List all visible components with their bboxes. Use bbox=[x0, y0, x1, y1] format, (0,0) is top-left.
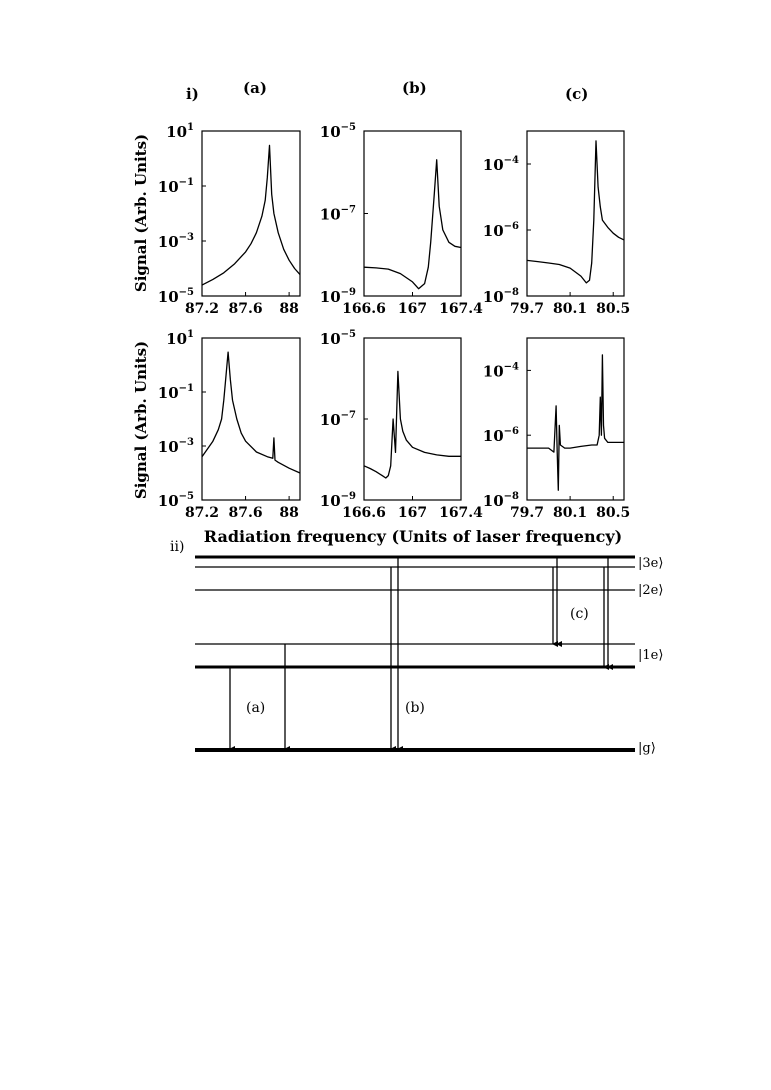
x-tick-label-b-top-0: 166.6 bbox=[342, 301, 386, 317]
y-tick-label-c-top-2: $10^{-4}$ bbox=[482, 155, 519, 174]
series-line-b-top-0 bbox=[364, 160, 461, 289]
y-tick-label-b-top-0: $10^{-9}$ bbox=[319, 287, 356, 306]
x-tick-label-c-top-0: 79.7 bbox=[509, 301, 545, 317]
panel-a-bottom bbox=[158, 329, 300, 521]
plot-frame-a-bottom bbox=[202, 338, 300, 500]
x-tick-label-b-top-1: 167 bbox=[397, 301, 428, 317]
y-tick-label-a-top-2: $10^{-1}$ bbox=[157, 177, 194, 196]
x-tick-label-a-top-1: 87.6 bbox=[228, 301, 263, 317]
y-tick-label-a-bottom-3: $10^1$ bbox=[166, 329, 194, 348]
x-tick-label-a-top-2: 88 bbox=[279, 301, 299, 317]
y-tick-label-a-bottom-1: $10^{-3}$ bbox=[157, 437, 194, 456]
transition-label-b: (b) bbox=[405, 700, 425, 716]
x-tick-label-b-top-2: 167.4 bbox=[439, 301, 483, 317]
y-axis-label-bottom: Signal (Arb. Units) bbox=[132, 340, 150, 500]
x-tick-label-c-bottom-2: 80.5 bbox=[596, 505, 631, 521]
x-tick-label-a-top-0: 87.2 bbox=[184, 301, 220, 317]
panel-a-top bbox=[158, 122, 300, 317]
panel-c-bottom bbox=[483, 338, 630, 521]
x-tick-label-b-bottom-0: 166.6 bbox=[342, 505, 386, 521]
plot-frame-a-top bbox=[202, 131, 300, 296]
level-label-g: |g⟩ bbox=[638, 741, 656, 756]
chart-panels bbox=[158, 122, 630, 521]
plot-frame-b-bottom bbox=[364, 338, 461, 500]
y-tick-label-c-bottom-2: $10^{-4}$ bbox=[482, 361, 519, 381]
transition-label-a: (a) bbox=[246, 700, 266, 716]
y-tick-label-a-bottom-0: $10^{-5}$ bbox=[157, 491, 194, 510]
x-tick-label-a-bottom-2: 88 bbox=[279, 505, 299, 521]
x-tick-label-c-top-1: 80.1 bbox=[553, 301, 588, 317]
y-tick-label-b-top-1: $10^{-7}$ bbox=[319, 204, 356, 224]
x-tick-label-b-bottom-2: 167.4 bbox=[439, 505, 483, 521]
panel-title-a: (a) bbox=[243, 79, 267, 97]
panel-c-top bbox=[483, 131, 630, 317]
series-line-a-bottom-0 bbox=[202, 352, 300, 473]
transition-label-c: (c) bbox=[570, 606, 589, 622]
y-tick-label-b-top-2: $10^{-5}$ bbox=[319, 122, 356, 141]
plot-frame-c-top bbox=[527, 131, 624, 296]
y-tick-label-a-top-1: $10^{-3}$ bbox=[157, 232, 194, 251]
y-tick-label-c-top-0: $10^{-8}$ bbox=[482, 287, 519, 306]
panel-b-top bbox=[320, 122, 483, 317]
part-i-label: i) bbox=[186, 85, 199, 103]
y-tick-label-b-bottom-1: $10^{-7}$ bbox=[319, 410, 356, 429]
x-tick-label-c-bottom-0: 79.7 bbox=[509, 505, 545, 521]
y-tick-label-c-top-1: $10^{-6}$ bbox=[482, 221, 519, 240]
y-tick-label-a-top-0: $10^{-5}$ bbox=[157, 287, 194, 306]
series-line-a-top-0 bbox=[202, 145, 300, 285]
x-tick-label-a-bottom-0: 87.2 bbox=[184, 505, 220, 521]
part-ii-label: ii) bbox=[170, 539, 185, 555]
x-tick-label-c-bottom-1: 80.1 bbox=[553, 505, 588, 521]
x-tick-label-b-bottom-1: 167 bbox=[397, 505, 428, 521]
x-tick-label-c-top-2: 80.5 bbox=[596, 301, 631, 317]
plot-frame-c-bottom bbox=[527, 338, 624, 500]
y-tick-label-c-bottom-1: $10^{-6}$ bbox=[482, 426, 519, 446]
level-label-1e: |1e⟩ bbox=[638, 648, 664, 663]
panel-title-c: (c) bbox=[565, 85, 589, 103]
x-tick-label-a-bottom-1: 87.6 bbox=[228, 505, 263, 521]
series-line-c-top-0 bbox=[527, 141, 624, 283]
y-tick-label-c-bottom-0: $10^{-8}$ bbox=[482, 491, 519, 510]
y-tick-label-b-bottom-2: $10^{-5}$ bbox=[319, 329, 356, 348]
y-tick-label-a-bottom-2: $10^{-1}$ bbox=[157, 383, 194, 402]
series-line-b-bottom-0 bbox=[364, 371, 461, 478]
series-line-c-bottom-0 bbox=[527, 355, 624, 490]
y-tick-label-a-top-3: $10^1$ bbox=[166, 122, 194, 141]
y-axis-label-top: Signal (Arb. Units) bbox=[132, 133, 150, 293]
x-axis-label: Radiation frequency (Units of laser frequency) bbox=[203, 527, 623, 546]
y-tick-label-b-bottom-0: $10^{-9}$ bbox=[319, 491, 356, 510]
plot-frame-b-top bbox=[364, 131, 461, 296]
level-label-2e: |2e⟩ bbox=[638, 583, 664, 598]
panel-title-b: (b) bbox=[402, 79, 427, 97]
panel-b-bottom bbox=[320, 329, 483, 521]
energy-level-diagram bbox=[195, 556, 663, 756]
level-label-3e: |3e⟩ bbox=[638, 556, 664, 571]
